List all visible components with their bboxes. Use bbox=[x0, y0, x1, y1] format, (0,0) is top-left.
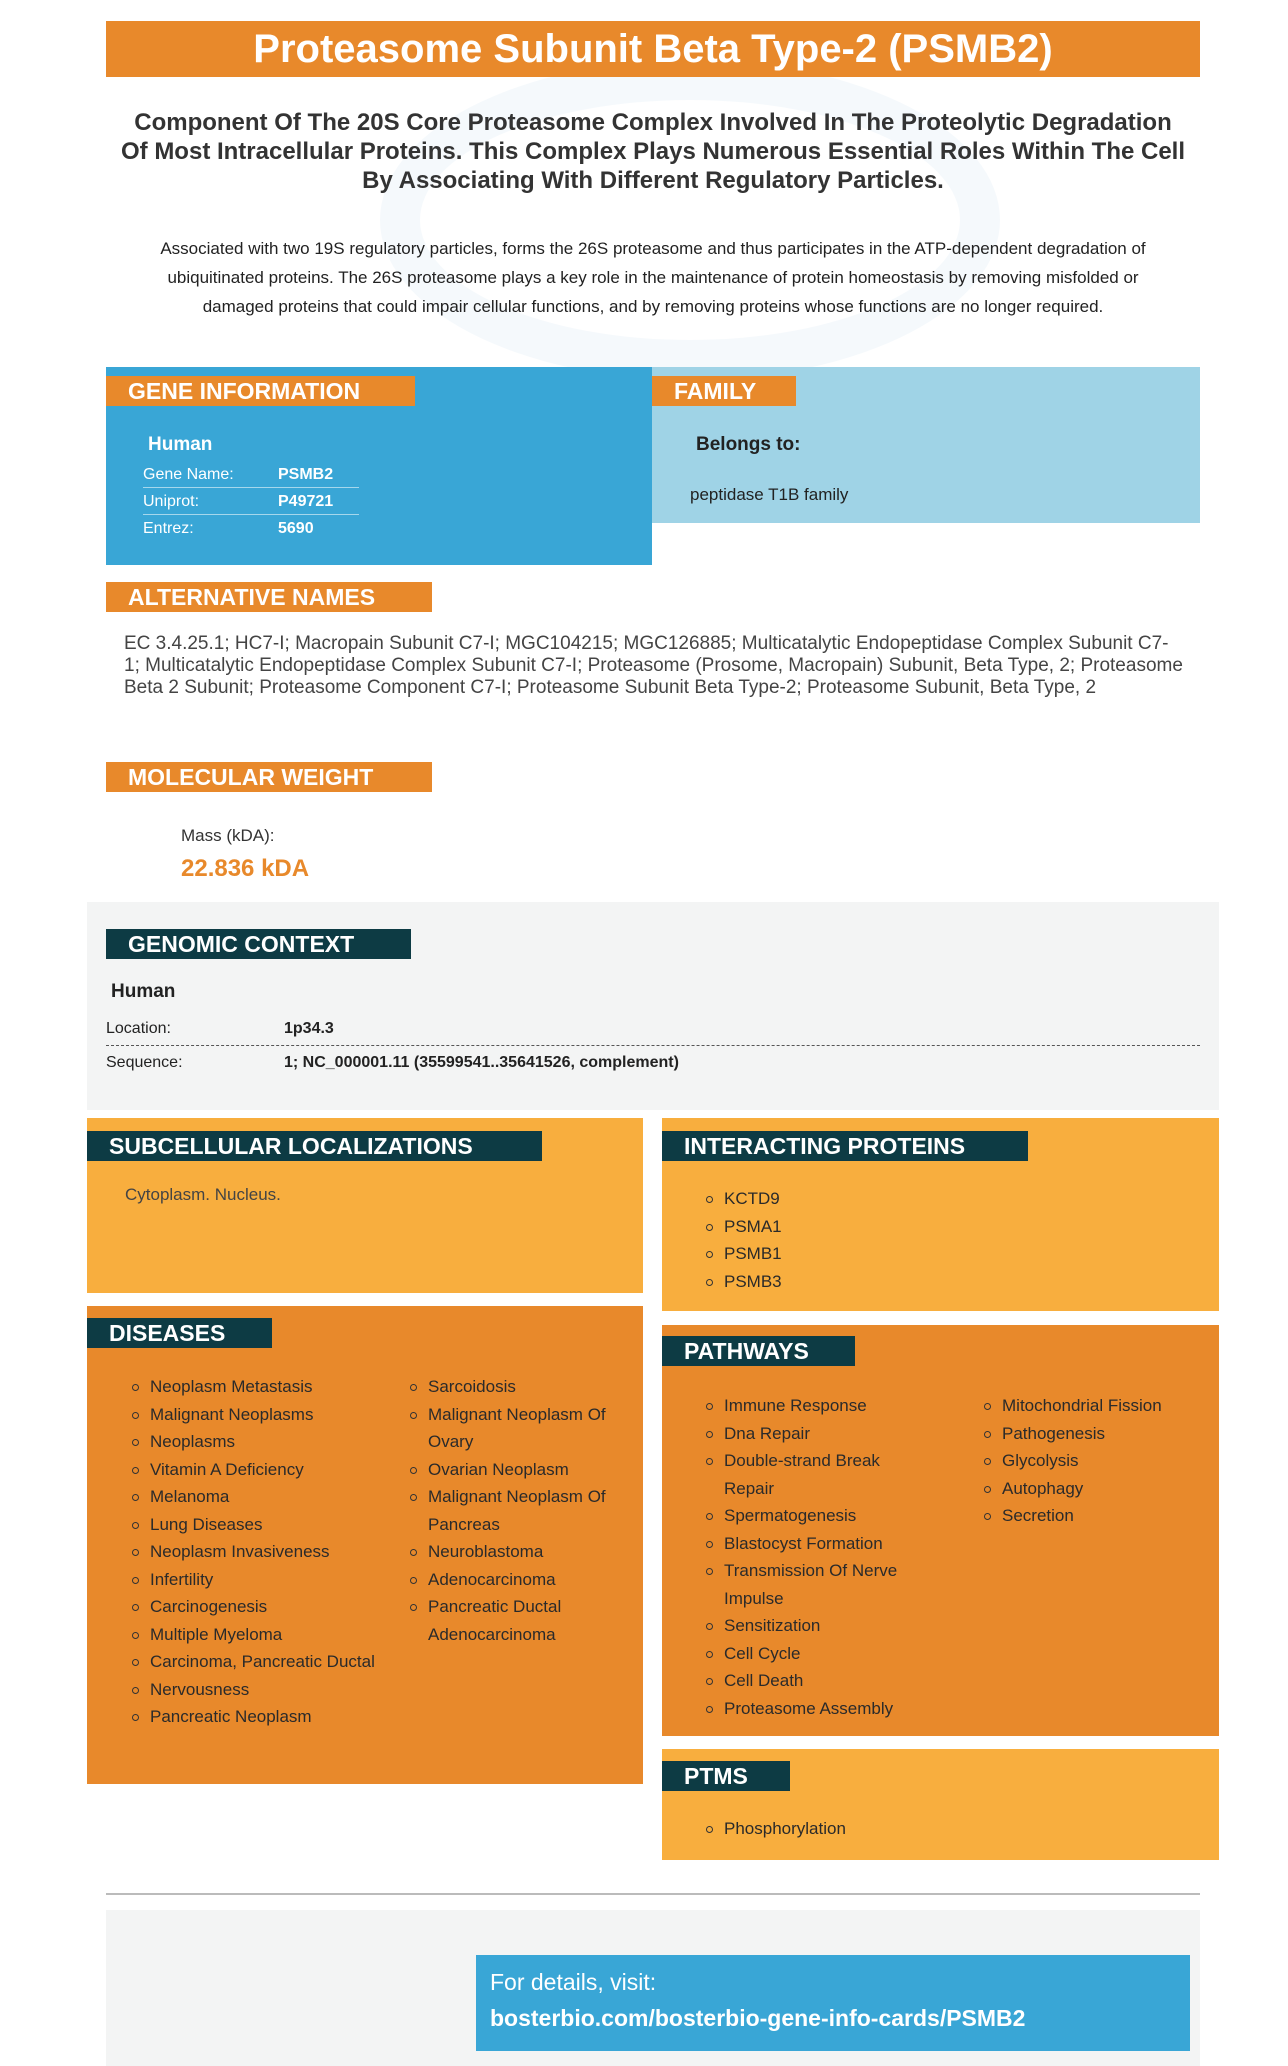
footer-divider bbox=[106, 1893, 1200, 1895]
list-item: Glycolysis bbox=[982, 1447, 1212, 1475]
list-item: Transmission Of Nerve Impulse bbox=[704, 1557, 914, 1612]
subcellular-heading: SUBCELLULAR LOCALIZATIONS bbox=[87, 1131, 542, 1161]
list-item: Melanoma bbox=[130, 1483, 375, 1511]
list-item: Mitochondrial Fission bbox=[982, 1392, 1212, 1420]
genomic-species: Human bbox=[111, 981, 176, 1002]
visit-banner[interactable] bbox=[476, 1955, 1190, 2051]
sequence-value: 1; NC_000001.11 (35599541..35641526, complement) bbox=[284, 1054, 679, 1071]
pathways-heading: PATHWAYS bbox=[662, 1336, 855, 1366]
list-item: PSMB3 bbox=[704, 1268, 782, 1296]
list-item: Nervousness bbox=[130, 1676, 375, 1704]
page-title: Proteasome Subunit Beta Type-2 (PSMB2) bbox=[106, 21, 1200, 77]
list-item: Lung Diseases bbox=[130, 1511, 375, 1539]
list-item: Carcinoma, Pancreatic Ductal bbox=[130, 1648, 375, 1676]
subcellular-text: Cytoplasm. Nucleus. bbox=[125, 1185, 281, 1204]
pathways-list-col1 bbox=[704, 1392, 914, 1722]
list-item: Cell Death bbox=[704, 1667, 914, 1695]
list-item: Malignant Neoplasms bbox=[130, 1401, 375, 1429]
gene-row-label: Gene Name: bbox=[143, 466, 234, 483]
location-row bbox=[106, 1012, 1200, 1046]
interacting-proteins-list bbox=[704, 1185, 782, 1295]
list-item: Secretion bbox=[982, 1502, 1212, 1530]
family-value: peptidase T1B family bbox=[690, 485, 849, 504]
gene-row-value: PSMB2 bbox=[278, 466, 334, 483]
list-item: Phosphorylation bbox=[704, 1815, 846, 1843]
gene-row-label: Uniprot: bbox=[143, 493, 200, 510]
gene-row-value: 5690 bbox=[278, 520, 314, 537]
belongs-to-label: Belongs to: bbox=[696, 434, 801, 455]
location-label: Location: bbox=[106, 1020, 171, 1037]
gene-information-heading: GENE INFORMATION bbox=[106, 376, 415, 406]
subtitle: Component Of The 20S Core Proteasome Complex Involved In The Proteolytic Degradation Of Most Intracellular Proteins. This Complex Plays Numerous Essential Roles Within The Cell By Associating With Different Regulatory Particles. bbox=[120, 109, 1186, 194]
list-item: Spermatogenesis bbox=[704, 1502, 914, 1530]
alternative-names-text: EC 3.4.25.1; HC7-I; Macropain Subunit C7-I; MGC104215; MGC126885; Multicatalytic Endopeptidase Complex Subunit C7-1; Multicatalytic Endopeptidase Complex Subunit C7-I; Proteasome (Prosome, Macropain) Subunit, Beta Type, 2; Proteasome Beta 2 Subunit; Proteasome Component C7-I; Proteasome Subunit Beta Type-2; Proteasome Subunit, Beta Type, 2 bbox=[124, 633, 1183, 698]
genomic-context-heading: GENOMIC CONTEXT bbox=[106, 929, 411, 959]
diseases-list-col1 bbox=[130, 1373, 375, 1731]
gene-row-entrez bbox=[143, 515, 359, 542]
list-item: Neuroblastoma bbox=[408, 1538, 633, 1566]
list-item: Vitamin A Deficiency bbox=[130, 1456, 375, 1484]
list-item: Neoplasm Invasiveness bbox=[130, 1538, 375, 1566]
list-item: Malignant Neoplasm Of Pancreas bbox=[408, 1483, 633, 1538]
list-item: Dna Repair bbox=[704, 1420, 914, 1448]
gene-row-uniprot bbox=[143, 488, 359, 515]
sequence-row bbox=[106, 1046, 1200, 1080]
location-value: 1p34.3 bbox=[284, 1020, 334, 1037]
list-item: PSMA1 bbox=[704, 1213, 782, 1241]
list-item: Autophagy bbox=[982, 1475, 1212, 1503]
list-item: Cell Cycle bbox=[704, 1640, 914, 1668]
mass-value: 22.836 kDA bbox=[181, 855, 310, 882]
description: Associated with two 19S regulatory particles, forms the 26S proteasome and thus participates in the ATP-dependent degradation of ubiquitinated proteins. The 26S proteasome plays a key role in the maintenance of protein homeostasis by removing misfolded or damaged proteins that could impair cellular functions, and by removing proteins whose functions are no longer required. bbox=[160, 239, 1146, 316]
diseases-list-col2 bbox=[408, 1373, 633, 1648]
list-item: Neoplasm Metastasis bbox=[130, 1373, 375, 1401]
diseases-heading: DISEASES bbox=[87, 1318, 272, 1348]
mass-label: Mass (kDA): bbox=[181, 826, 275, 845]
alternative-names-heading: ALTERNATIVE NAMES bbox=[106, 582, 432, 612]
list-item: Blastocyst Formation bbox=[704, 1530, 914, 1558]
family-heading: FAMILY bbox=[652, 376, 796, 406]
list-item: Pancreatic Ductal Adenocarcinoma bbox=[408, 1593, 633, 1648]
visit-label: For details, visit: bbox=[490, 1969, 657, 1995]
pathways-list-col2 bbox=[982, 1392, 1212, 1530]
ptms-list bbox=[704, 1815, 846, 1843]
list-item: Ovarian Neoplasm bbox=[408, 1456, 633, 1484]
list-item: Infertility bbox=[130, 1566, 375, 1594]
list-item: Double-strand Break Repair bbox=[704, 1447, 914, 1502]
gene-species: Human bbox=[148, 434, 213, 455]
list-item: Malignant Neoplasm Of Ovary bbox=[408, 1401, 633, 1456]
sequence-label: Sequence: bbox=[106, 1054, 183, 1071]
list-item: Adenocarcinoma bbox=[408, 1566, 633, 1594]
list-item: Carcinogenesis bbox=[130, 1593, 375, 1621]
list-item: Sensitization bbox=[704, 1612, 914, 1640]
list-item: PSMB1 bbox=[704, 1240, 782, 1268]
list-item: Pancreatic Neoplasm bbox=[130, 1703, 375, 1731]
gene-row-name bbox=[143, 461, 359, 488]
list-item: Sarcoidosis bbox=[408, 1373, 633, 1401]
interacting-proteins-heading: INTERACTING PROTEINS bbox=[662, 1131, 1028, 1161]
list-item: Immune Response bbox=[704, 1392, 914, 1420]
list-item: Multiple Myeloma bbox=[130, 1621, 375, 1649]
ptms-heading: PTMS bbox=[662, 1761, 790, 1791]
details-link[interactable]: bosterbio.com/bosterbio-gene-info-cards/PSMB2 bbox=[490, 2005, 1026, 2031]
gene-row-value: P49721 bbox=[278, 493, 334, 510]
gene-row-label: Entrez: bbox=[143, 520, 194, 537]
list-item: KCTD9 bbox=[704, 1185, 782, 1213]
list-item: Neoplasms bbox=[130, 1428, 375, 1456]
list-item: Pathogenesis bbox=[982, 1420, 1212, 1448]
list-item: Proteasome Assembly bbox=[704, 1695, 914, 1723]
molecular-weight-heading: MOLECULAR WEIGHT bbox=[106, 762, 432, 792]
